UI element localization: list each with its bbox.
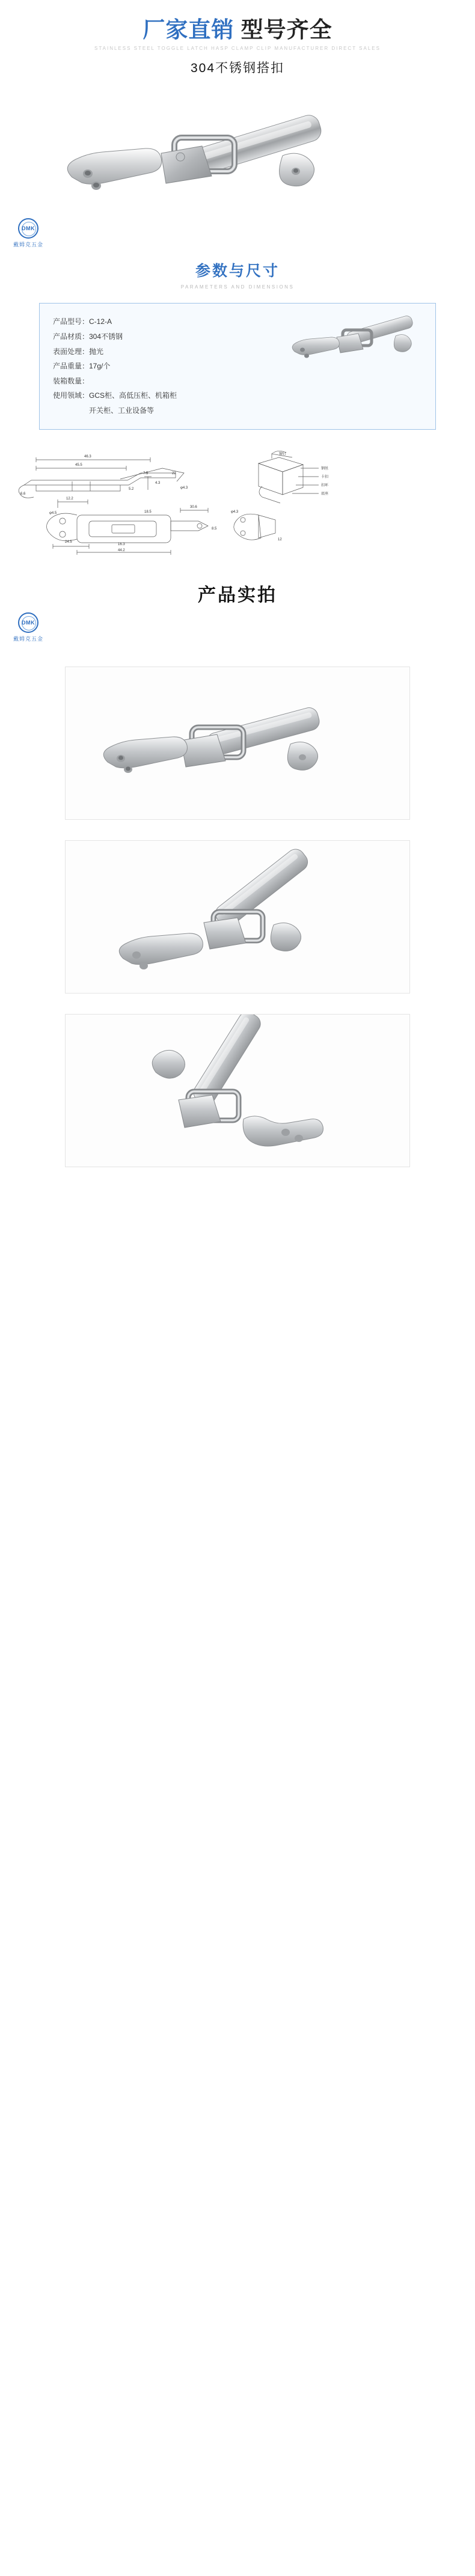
hero-product-image	[0, 86, 475, 218]
product-photo-3	[65, 1014, 410, 1167]
param-row: 表面处理：抛光	[53, 347, 104, 356]
dim-label: 18.5	[144, 510, 152, 514]
dim-label: φ4.5	[49, 511, 57, 515]
footer-spacer	[0, 1167, 475, 1183]
logo-brand-name: 戴姆克五金	[13, 635, 43, 642]
product-detail-page	[0, 0, 475, 1183]
dim-label: 22	[172, 471, 176, 475]
dim-label: 44.2	[118, 548, 125, 552]
part-label: 铆钉	[279, 452, 287, 456]
dim-label: 16.3	[118, 542, 125, 546]
logo-letters: DMK	[22, 619, 35, 626]
dim-label: 7.5	[143, 471, 149, 475]
product-photo-illustration	[66, 1015, 409, 1167]
logo-brand-name: 戴姆克五金	[13, 242, 43, 248]
dim-label: 12	[278, 537, 282, 542]
params-title-en: PARAMETERS AND DIMENSIONS	[180, 284, 295, 290]
gallery-section-title	[0, 580, 475, 606]
toggle-latch-illustration	[0, 86, 475, 218]
param-row: 装箱数量：	[53, 376, 90, 385]
param-row-extra: 开关柜、工业设备等	[89, 406, 155, 415]
dim-label: 46.3	[84, 454, 91, 459]
dim-label: 30.6	[190, 505, 197, 509]
dim-label: 8.5	[212, 526, 217, 531]
dim-label: 5.2	[129, 487, 134, 491]
toggle-latch-thumbnail	[277, 310, 427, 370]
page-title	[0, 17, 475, 43]
part-label: 扣环	[321, 483, 329, 487]
header-subtitle-cn: 304不锈钢搭扣	[190, 61, 285, 76]
part-label: 底座	[321, 492, 329, 496]
param-row: 产品材质：304不锈钢	[53, 332, 123, 341]
product-photo-illustration	[66, 667, 409, 819]
param-row: 使用领域：GCS柜、高低压柜、机箱柜	[53, 391, 177, 400]
dim-label: 4.3	[155, 481, 161, 485]
technical-drawing	[0, 450, 475, 564]
params-title-cn: 参数与尺寸	[195, 263, 280, 280]
product-photo-2	[65, 840, 410, 993]
dim-label: 6.6	[20, 492, 26, 496]
product-photo-1	[65, 667, 410, 820]
dim-label: 45.5	[75, 463, 82, 467]
header-subtitle-en: STAINLESS STEEL TOGGLE LATCH HASP CLAMP CLIP MANUFACTURER DIRECT SALES	[94, 46, 381, 52]
dim-label: φ4.3	[231, 510, 239, 514]
dim-label: 24.5	[65, 540, 72, 544]
dim-label: φ4.3	[180, 486, 188, 490]
title-secondary: 型号齐全	[241, 17, 332, 42]
part-label: 卡扣	[321, 475, 329, 479]
params-box	[39, 303, 436, 429]
param-row: 产品重量：17g/个	[53, 362, 111, 371]
gallery-title-cn: 产品实拍	[198, 585, 277, 605]
logo-mark-icon	[18, 612, 38, 633]
title-primary: 厂家直销	[142, 17, 234, 42]
params-section-title	[0, 259, 475, 290]
param-row: 产品型号：C-12-A	[53, 317, 112, 326]
brand-logo-secondary	[7, 612, 49, 642]
dimension-drawing	[0, 450, 475, 564]
logo-letters: DMK	[22, 225, 35, 232]
product-photo-illustration	[66, 841, 409, 993]
dim-label: 12.2	[66, 496, 73, 501]
params-product-thumbnail	[277, 310, 427, 370]
page-header	[0, 0, 475, 80]
logo-mark-icon	[18, 218, 38, 239]
brand-logo	[7, 218, 49, 248]
part-label: 钢丝	[321, 466, 329, 471]
